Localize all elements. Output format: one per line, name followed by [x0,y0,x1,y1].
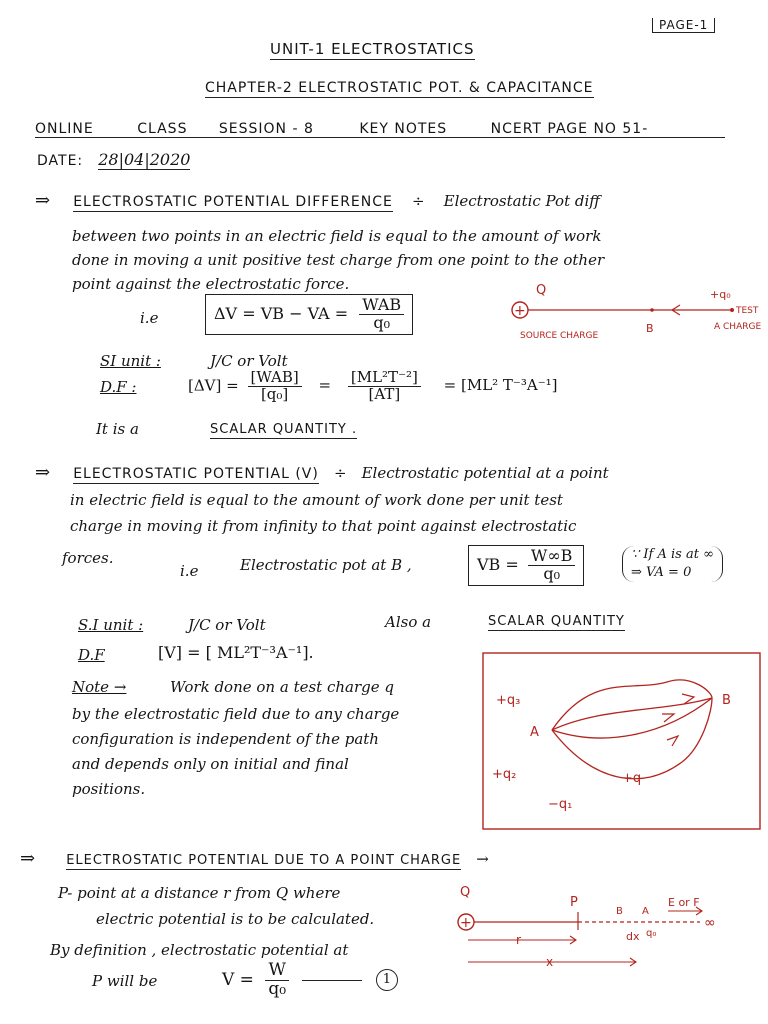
diagram2-frame [483,653,760,829]
date-line [37,150,190,169]
section2-sym: ÷ [333,464,347,482]
vb-formula-lhs: VB = [477,554,519,574]
source-test-charge-diagram [500,280,768,360]
note-line: by the electrostatic field due to any charge [72,705,400,723]
p-definition-line: P- point at a distance r from Q where [58,884,341,902]
diagram3-a: A [642,906,649,917]
df-result: = [ML² T⁻³A⁻¹] [443,376,558,395]
section1-sym: ÷ [411,192,425,210]
section1-line: done in moving a unit positive test charge from one point to the other [72,251,605,269]
section3-title: ELECTROSTATIC POTENTIAL DUE TO A POINT CHARGE [66,853,462,868]
pd-formula-den: q₀ [373,312,390,332]
arrow-icon: ⇒ [35,190,51,211]
section1-heading-tail: Electrostatic Pot diff [443,192,600,210]
point-a: A [530,725,539,740]
unit-title: UNIT-1 ELECTROSTATICS [270,40,475,58]
diagram3-plus: + [460,915,472,931]
session-item: KEY NOTES [359,121,448,137]
v-formula-lhs: V = [222,969,254,990]
df-label: D.F : [100,378,137,396]
df-eq: = [318,376,332,395]
section2-line: in electric field is equal to the amount of work done per unit test [70,491,563,509]
pd-formula [205,294,413,335]
v-formula-den: q₀ [268,978,287,999]
arrow-icon: ⇒ [20,848,36,869]
date-value: 28|04|2020 [98,150,191,169]
section3-heading [20,848,489,869]
note-line: positions. [72,780,146,798]
charge-q: +q [622,771,642,786]
diagram1-plus: + [514,303,526,319]
df-value: [V] = [ ML²T⁻³A⁻¹]. [158,643,314,662]
charge-q1: −q₁ [548,797,573,812]
df-den2: [AT] [368,384,401,403]
infinity-condition [622,546,723,582]
session-item: ONLINE [35,121,94,137]
session-line [35,121,725,138]
df-den1: [q₀] [260,384,289,403]
page-tag: PAGE-1 [652,14,715,33]
ie-label: i.e [140,309,159,327]
charge-q2: +q₂ [492,767,517,782]
section2-heading-tail: Electrostatic potential at a point [361,464,609,482]
diagram3-eorf: E or F [668,896,700,909]
charge-q3: +q₃ [496,693,521,708]
diagram3-q: Q [460,885,471,900]
pd-formula-num: WAB [359,297,404,315]
note-line: configuration is independent of the path [72,730,379,748]
equation-number: 1 [376,969,398,991]
diagram3-dx: dx [626,930,640,943]
v-formula [222,962,398,999]
date-label: DATE: [37,153,84,169]
diagram1-b-label: B [646,322,654,335]
diagram3-r: r [516,933,521,947]
section2-line: forces. [62,549,114,567]
p-will-be: P will be [92,972,158,990]
section1-heading [35,190,600,211]
diagram1-test-sub: A CHARGE [714,322,762,332]
section2-heading [35,462,609,483]
definition-line: By definition , electrostatic potential at [50,941,349,959]
df-lhs: [ΔV] = [188,376,239,395]
v-formula-num: W [265,962,288,981]
note-label: Note → [72,678,127,696]
ie-label: i.e [180,562,199,580]
vb-formula-den: q₀ [543,563,560,583]
test-charge-dot [730,308,734,312]
point-b-dot [650,308,654,312]
condition-line: ∵ If A is at ∞ [631,547,714,562]
diagram1-q-label: Q [536,283,547,298]
si-unit-label: S.I unit : [78,616,144,634]
section1-line: point against the electrostatic force. [72,275,350,293]
diagram3-x: x [546,955,554,969]
section1-line: between two points in an electric field is equal to the amount of work [72,227,602,245]
section1-title: ELECTROSTATIC POTENTIAL DIFFERENCE [73,194,393,210]
section2-title: ELECTROSTATIC POTENTIAL (V) [73,466,319,482]
df-num1: [WAB] [248,370,302,387]
si-unit-value: J/C or Volt [210,352,288,370]
note-line: and depends only on initial and final [72,755,349,773]
section3-heading-arrow: → [476,850,489,868]
diagram1-test-label: TEST [736,306,759,316]
scalar-prefix: It is a [96,420,139,438]
condition-line: ⇒ VA = 0 [631,565,692,581]
diagram1-source-label: SOURCE CHARGE [520,331,599,341]
note-line: Work done on a test charge q [170,678,394,696]
diagram3-q0: q₀ [646,928,657,939]
point-charge-diagram [450,878,750,978]
pot-at-b-text: Electrostatic pot at B , [240,556,412,574]
also-label: Also a [385,613,432,631]
section2-line: charge in moving it from infinity to that point against electrostatic [70,517,577,535]
p-definition-line: electric potential is to be calculated. [96,910,375,928]
vb-formula-num: W∞B [528,548,576,566]
path-arrow [667,736,678,746]
si-unit-value: J/C or Volt [188,616,266,634]
diagram3-infinity: ∞ [704,915,716,931]
session-item: CLASS [137,121,188,137]
scalar-quantity: SCALAR QUANTITY [488,614,625,629]
df-label: D.F [78,646,105,664]
upper-path [552,680,712,730]
path-independence-diagram [482,652,762,832]
si-unit-label: SI unit : [100,352,161,370]
df-expression [188,370,557,403]
arrow-icon: ⇒ [35,462,51,483]
diagram1-test-charge: +q₀ [710,288,731,301]
diagram3-b: B [616,906,623,917]
path-arrow [662,714,674,722]
session-item: NCERT PAGE NO 51- [490,121,649,137]
df-num2: [ML²T⁻²] [348,370,421,387]
chapter-title: CHAPTER-2 ELECTROSTATIC POT. & CAPACITANCE [205,80,594,96]
diagram3-p: P [570,895,578,910]
vb-formula [468,545,584,586]
session-item: SESSION - 8 [218,121,314,137]
scalar-quantity: SCALAR QUANTITY . [210,422,358,437]
pd-formula-lhs: ΔV = VB − VA = [214,303,349,323]
point-b: B [722,693,731,708]
